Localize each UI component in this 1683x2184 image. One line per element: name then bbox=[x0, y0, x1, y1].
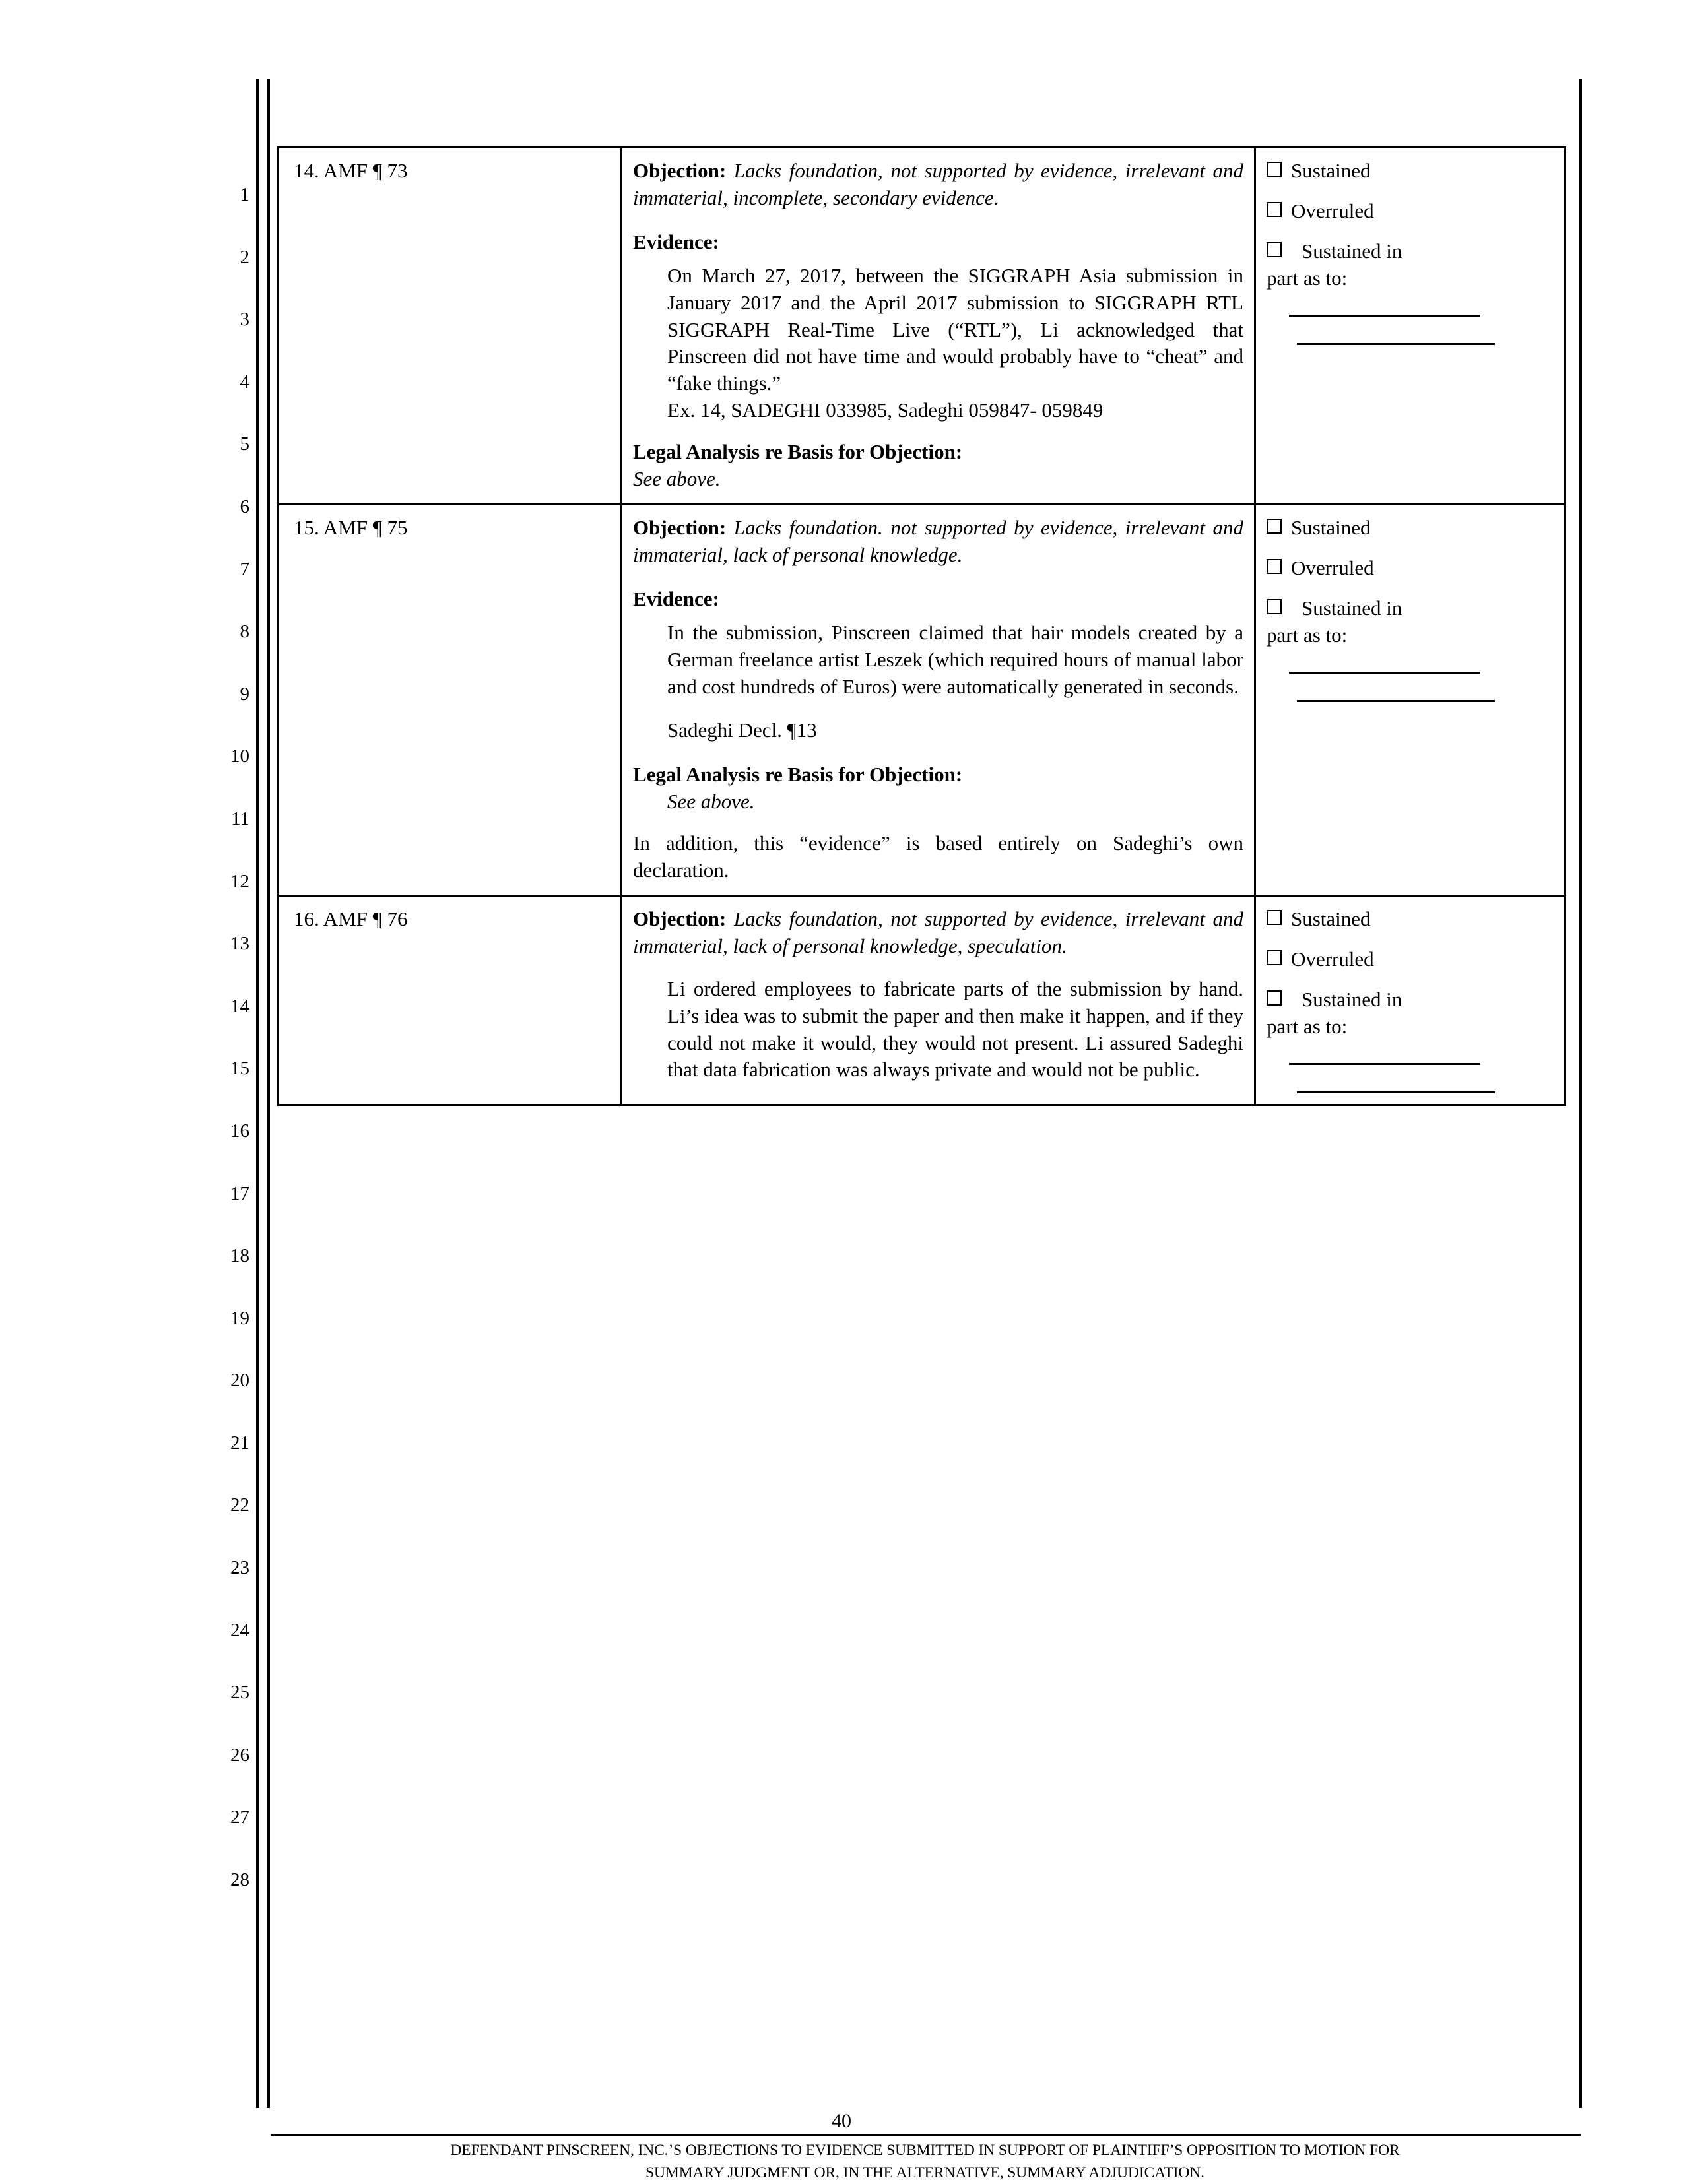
line-number: 19 bbox=[230, 1307, 249, 1329]
amf-reference: 15. AMF ¶ 75 bbox=[294, 515, 408, 539]
row-body-cell bbox=[622, 895, 1255, 1105]
ruling-sustained-label: Sustained bbox=[1291, 515, 1371, 539]
ruling-overruled-label: Overruled bbox=[1291, 947, 1374, 971]
row-reference-cell bbox=[279, 148, 622, 505]
ruling-sustained[interactable] bbox=[1267, 158, 1554, 185]
line-number: 23 bbox=[230, 1557, 249, 1579]
row-reference-cell bbox=[279, 504, 622, 895]
table-row bbox=[279, 895, 1566, 1105]
line-number: 11 bbox=[231, 808, 249, 829]
line-number: 17 bbox=[230, 1182, 249, 1204]
objections-table bbox=[277, 146, 1566, 1106]
line-number: 22 bbox=[230, 1494, 249, 1516]
ruling-part-as-to-label: part as to: bbox=[1267, 623, 1348, 647]
line-number: 8 bbox=[240, 621, 249, 643]
objection-text: Lacks foundation, not supported by evidence, irrelevant and immaterial, incomplete, secondary evidence. bbox=[633, 159, 1243, 209]
line-number: 16 bbox=[230, 1120, 249, 1141]
analysis-text: See above. bbox=[633, 467, 721, 491]
page-number: 40 bbox=[832, 2110, 851, 2132]
checkbox-icon[interactable] bbox=[1267, 910, 1282, 925]
ruling-part-as-to-label: part as to: bbox=[1267, 1014, 1348, 1038]
ruling-sustained-in-part[interactable] bbox=[1267, 238, 1554, 265]
objection-label: Objection: bbox=[633, 907, 727, 930]
line-number: 27 bbox=[230, 1807, 249, 1828]
ruling-overruled[interactable] bbox=[1267, 555, 1554, 582]
ruling-sustained-label: Sustained bbox=[1291, 907, 1371, 930]
row-reference-cell bbox=[279, 895, 622, 1105]
ruling-sustained-in-label: Sustained in bbox=[1302, 987, 1402, 1011]
line-number: 13 bbox=[230, 933, 249, 955]
line-number: 2 bbox=[240, 246, 249, 268]
line-number: 18 bbox=[230, 1245, 249, 1267]
line-number: 10 bbox=[230, 746, 249, 767]
ruling-sustained[interactable] bbox=[1267, 906, 1554, 933]
checkbox-icon[interactable] bbox=[1267, 519, 1282, 534]
line-number: 14 bbox=[230, 995, 249, 1017]
evidence-citation: Sadeghi Decl. ¶13 bbox=[667, 719, 817, 742]
ruling-sustained-in-label: Sustained in bbox=[1302, 596, 1402, 620]
evidence-heading: Evidence: bbox=[633, 587, 719, 610]
analysis-heading: Legal Analysis re Basis for Objection: bbox=[633, 763, 963, 787]
line-number-column bbox=[198, 164, 249, 1911]
objection-text: Lacks foundation, not supported by evidence, irrelevant and immaterial, lack of personal knowledge, speculation. bbox=[633, 907, 1243, 957]
objection-paragraph bbox=[633, 158, 1243, 212]
checkbox-icon[interactable] bbox=[1267, 242, 1282, 257]
line-number: 1 bbox=[240, 184, 249, 205]
evidence-citation: Ex. 14, SADEGHI 033985, Sadeghi 059847- 059849 bbox=[667, 399, 1104, 422]
ruling-overruled[interactable] bbox=[1267, 198, 1554, 225]
row-ruling-cell bbox=[1255, 504, 1566, 895]
additional-note: In addition, this “evidence” is based entirely on Sadeghi’s own declaration. bbox=[633, 831, 1243, 882]
pleading-rule-right bbox=[1579, 79, 1582, 2108]
ruling-blank-line[interactable] bbox=[1297, 700, 1495, 702]
amf-reference: 16. AMF ¶ 76 bbox=[294, 907, 408, 930]
line-number: 24 bbox=[230, 1619, 249, 1641]
line-number: 28 bbox=[230, 1869, 249, 1891]
row-body-cell bbox=[622, 504, 1255, 895]
analysis-heading: Legal Analysis re Basis for Objection: bbox=[633, 440, 963, 464]
ruling-blank-line[interactable] bbox=[1289, 672, 1480, 674]
ruling-part-as-to-label: part as to: bbox=[1267, 266, 1348, 290]
row-ruling-cell bbox=[1255, 148, 1566, 505]
evidence-heading: Evidence: bbox=[633, 230, 719, 253]
ruling-overruled-label: Overruled bbox=[1291, 199, 1374, 222]
line-number: 15 bbox=[230, 1058, 249, 1079]
line-number: 21 bbox=[230, 1432, 249, 1454]
ruling-blank-line[interactable] bbox=[1289, 315, 1480, 317]
checkbox-icon[interactable] bbox=[1267, 202, 1282, 217]
checkbox-icon[interactable] bbox=[1267, 162, 1282, 177]
footer-line-1: DEFENDANT PINSCREEN, INC.’S OBJECTIONS TO EVIDENCE SUBMITTED IN SUPPORT OF PLAINTIFF’S OPPOSITION TO MOTION FOR bbox=[450, 2142, 1400, 2159]
line-number: 25 bbox=[230, 1682, 249, 1704]
table-row bbox=[279, 148, 1566, 505]
line-number: 4 bbox=[240, 371, 249, 393]
objection-paragraph bbox=[633, 906, 1243, 960]
objection-paragraph bbox=[633, 515, 1243, 569]
checkbox-icon[interactable] bbox=[1267, 559, 1282, 574]
row-body-cell bbox=[622, 148, 1255, 505]
ruling-sustained-in-label: Sustained in bbox=[1302, 239, 1402, 263]
line-number: 5 bbox=[240, 434, 249, 455]
objection-label: Objection: bbox=[633, 515, 727, 539]
line-number: 26 bbox=[230, 1744, 249, 1766]
ruling-blank-line[interactable] bbox=[1297, 343, 1495, 345]
checkbox-icon[interactable] bbox=[1267, 599, 1282, 614]
ruling-sustained[interactable] bbox=[1267, 515, 1554, 542]
line-number: 9 bbox=[240, 683, 249, 705]
line-number: 20 bbox=[230, 1370, 249, 1392]
analysis-text: See above. bbox=[667, 790, 755, 814]
pleading-rule-left-inner bbox=[267, 79, 270, 2108]
line-number: 12 bbox=[230, 870, 249, 892]
checkbox-icon[interactable] bbox=[1267, 990, 1282, 1006]
evidence-text: In the submission, Pinscreen claimed that hair models created by a German freelance artist Leszek (which required hours of manual labor and cost hundreds of Euros) were automatically generated in seconds. bbox=[667, 620, 1243, 698]
line-number: 6 bbox=[240, 496, 249, 517]
ruling-sustained-label: Sustained bbox=[1291, 159, 1371, 182]
objection-text: Lacks foundation. not supported by evidence, irrelevant and immaterial, lack of personal knowledge. bbox=[633, 515, 1243, 566]
pleading-rule-left-outer bbox=[256, 79, 259, 2108]
row-ruling-cell bbox=[1255, 895, 1566, 1105]
ruling-blank-line[interactable] bbox=[1297, 1091, 1495, 1093]
footer-line-2: SUMMARY JUDGMENT OR, IN THE ALTERNATIVE, SUMMARY ADJUDICATION. bbox=[645, 2164, 1204, 2182]
line-number: 7 bbox=[240, 558, 249, 580]
evidence-text: On March 27, 2017, between the SIGGRAPH Asia submission in January 2017 and the April 2017 submission to SIGGRAPH RTL SIGGRAPH Real-Time Live (“RTL”), Li acknowledged that Pinscreen did not have time and would probably have to “cheat” and “fake things.” bbox=[667, 263, 1243, 395]
evidence-text: Li ordered employees to fabricate parts of the submission by hand. Li’s idea was to submit the paper and then make it happen, and if they could not make it would, they would not present. Li assured Sadeghi that data fabrication was always private and would not be public. bbox=[667, 977, 1243, 1081]
ruling-sustained-in-part[interactable] bbox=[1267, 595, 1554, 622]
footer-divider bbox=[271, 2134, 1581, 2136]
objection-label: Objection: bbox=[633, 159, 727, 182]
ruling-overruled[interactable] bbox=[1267, 946, 1554, 973]
amf-reference: 14. AMF ¶ 73 bbox=[294, 159, 408, 182]
ruling-sustained-in-part[interactable] bbox=[1267, 986, 1554, 1013]
ruling-blank-line[interactable] bbox=[1289, 1063, 1480, 1065]
checkbox-icon[interactable] bbox=[1267, 950, 1282, 965]
line-number: 3 bbox=[240, 309, 249, 331]
ruling-overruled-label: Overruled bbox=[1291, 556, 1374, 579]
table-row bbox=[279, 504, 1566, 895]
